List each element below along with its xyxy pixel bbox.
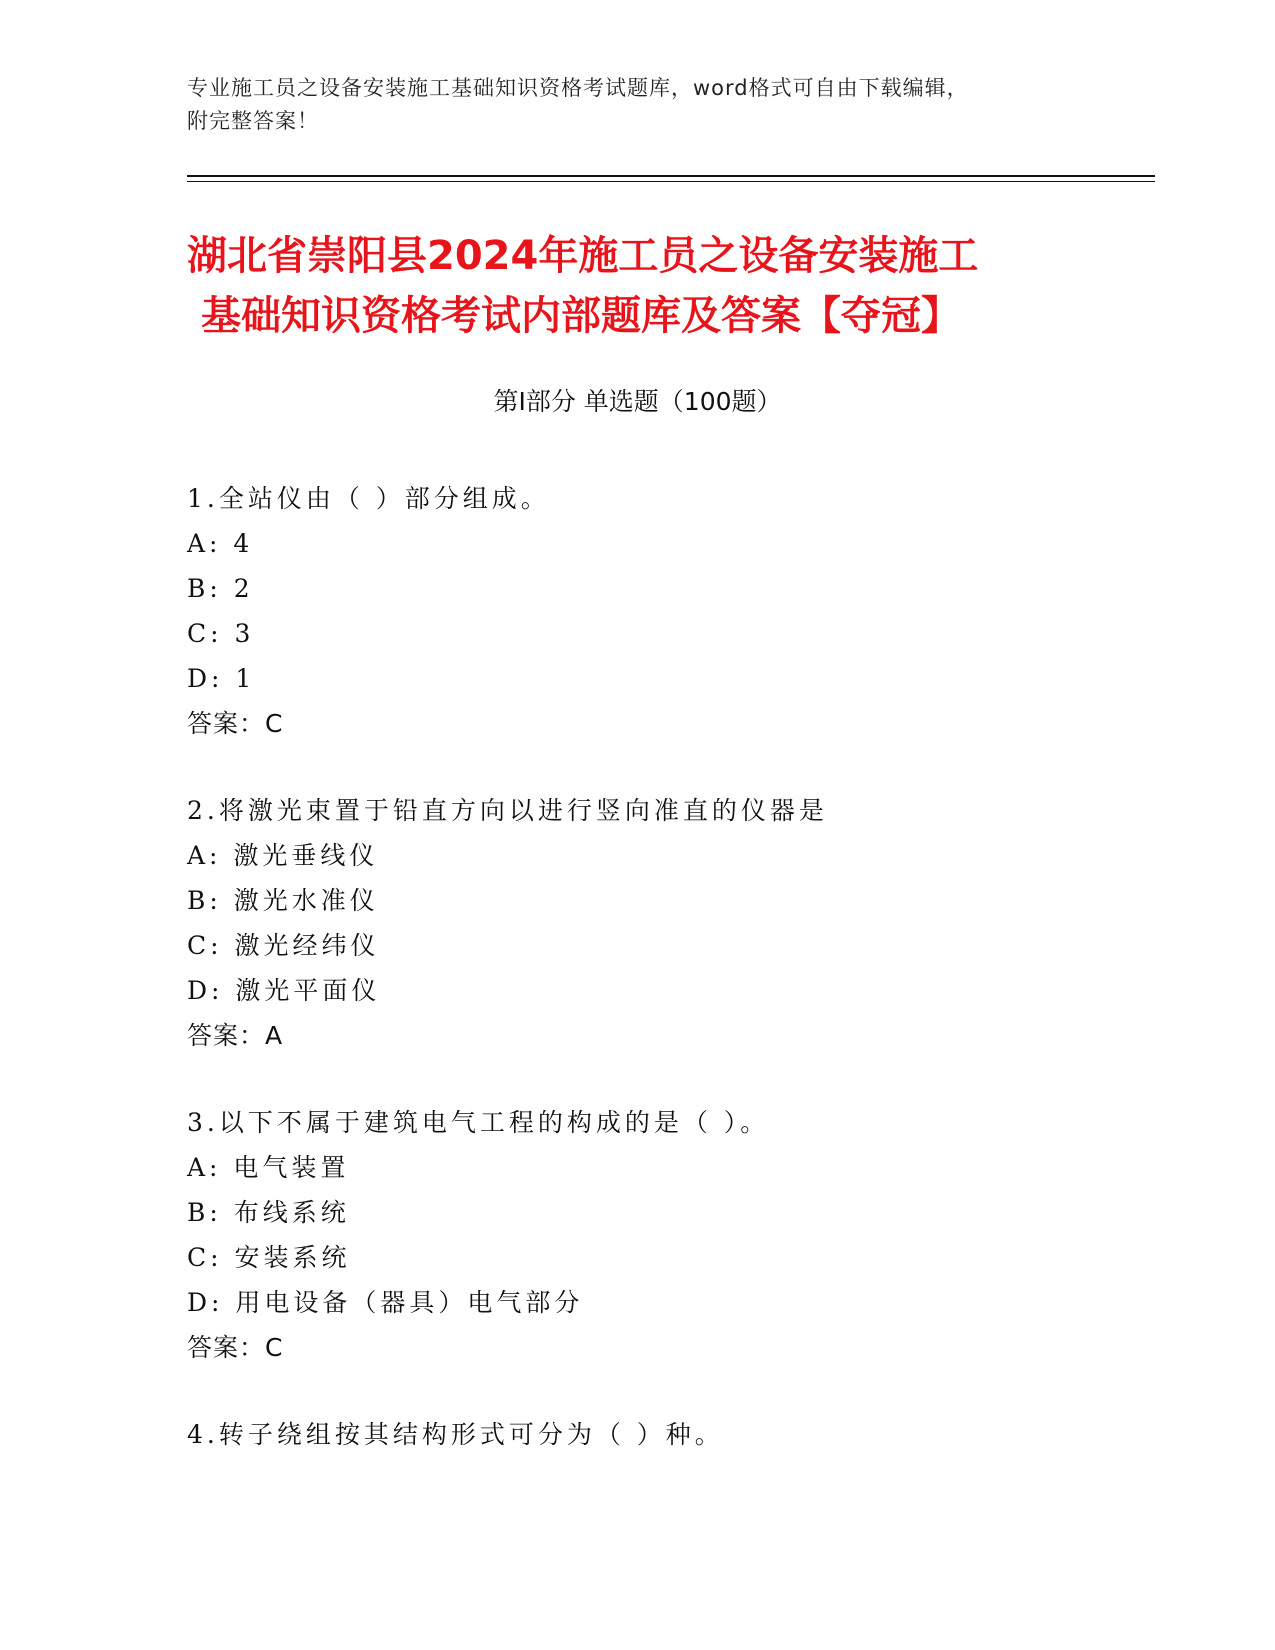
option-b: B: 激光水准仪 bbox=[187, 886, 379, 915]
option-a: A: 电气装置 bbox=[187, 1153, 350, 1182]
option-c: C: 激光经纬仪 bbox=[187, 931, 380, 960]
header-divider-thick bbox=[187, 175, 1155, 177]
option-a: A: 4 bbox=[187, 529, 254, 558]
question-stem: 2.将激光束置于铅直方向以进行竖向准直的仪器是 bbox=[187, 796, 828, 825]
document-title-line-1: 湖北省崇阳县2024年施工员之设备安装施工 bbox=[187, 233, 979, 279]
question-2 bbox=[187, 788, 1147, 1058]
option-a: A: 激光垂线仪 bbox=[187, 841, 379, 870]
answer: 答案：C bbox=[187, 709, 284, 738]
header-note bbox=[187, 72, 1087, 138]
question-list bbox=[187, 476, 1147, 1499]
document-title-line-2: 基础知识资格考试内部题库及答案【夺冠】 bbox=[201, 293, 961, 339]
question-stem: 4.转子绕组按其结构形式可分为（ ）种。 bbox=[187, 1420, 724, 1449]
option-d: D: 用电设备（器具）电气部分 bbox=[187, 1288, 584, 1317]
question-1 bbox=[187, 476, 1147, 746]
answer: 答案：C bbox=[187, 1333, 284, 1362]
document-title bbox=[187, 226, 1107, 346]
option-b: B: 2 bbox=[187, 574, 254, 603]
option-c: C: 3 bbox=[187, 619, 255, 648]
section-title: 第Ⅰ部分 单选题（100题） bbox=[493, 387, 782, 416]
option-d: D: 激光平面仪 bbox=[187, 976, 381, 1005]
option-c: C: 安装系统 bbox=[187, 1243, 351, 1272]
question-3 bbox=[187, 1100, 1147, 1370]
header-note-line-1: 专业施工员之设备安装施工基础知识资格考试题库，word格式可自由下载编辑， bbox=[187, 76, 969, 100]
option-d: D: 1 bbox=[187, 664, 256, 693]
header-divider-thin bbox=[187, 181, 1155, 182]
question-stem: 1.全站仪由（ ）部分组成。 bbox=[187, 484, 550, 513]
question-4 bbox=[187, 1412, 1147, 1457]
answer: 答案：A bbox=[187, 1021, 284, 1050]
option-b: B: 布线系统 bbox=[187, 1198, 350, 1227]
question-stem: 3.以下不属于建筑电气工程的构成的是（ ）。 bbox=[187, 1108, 770, 1137]
header-note-line-2: 附完整答案！ bbox=[187, 109, 319, 133]
